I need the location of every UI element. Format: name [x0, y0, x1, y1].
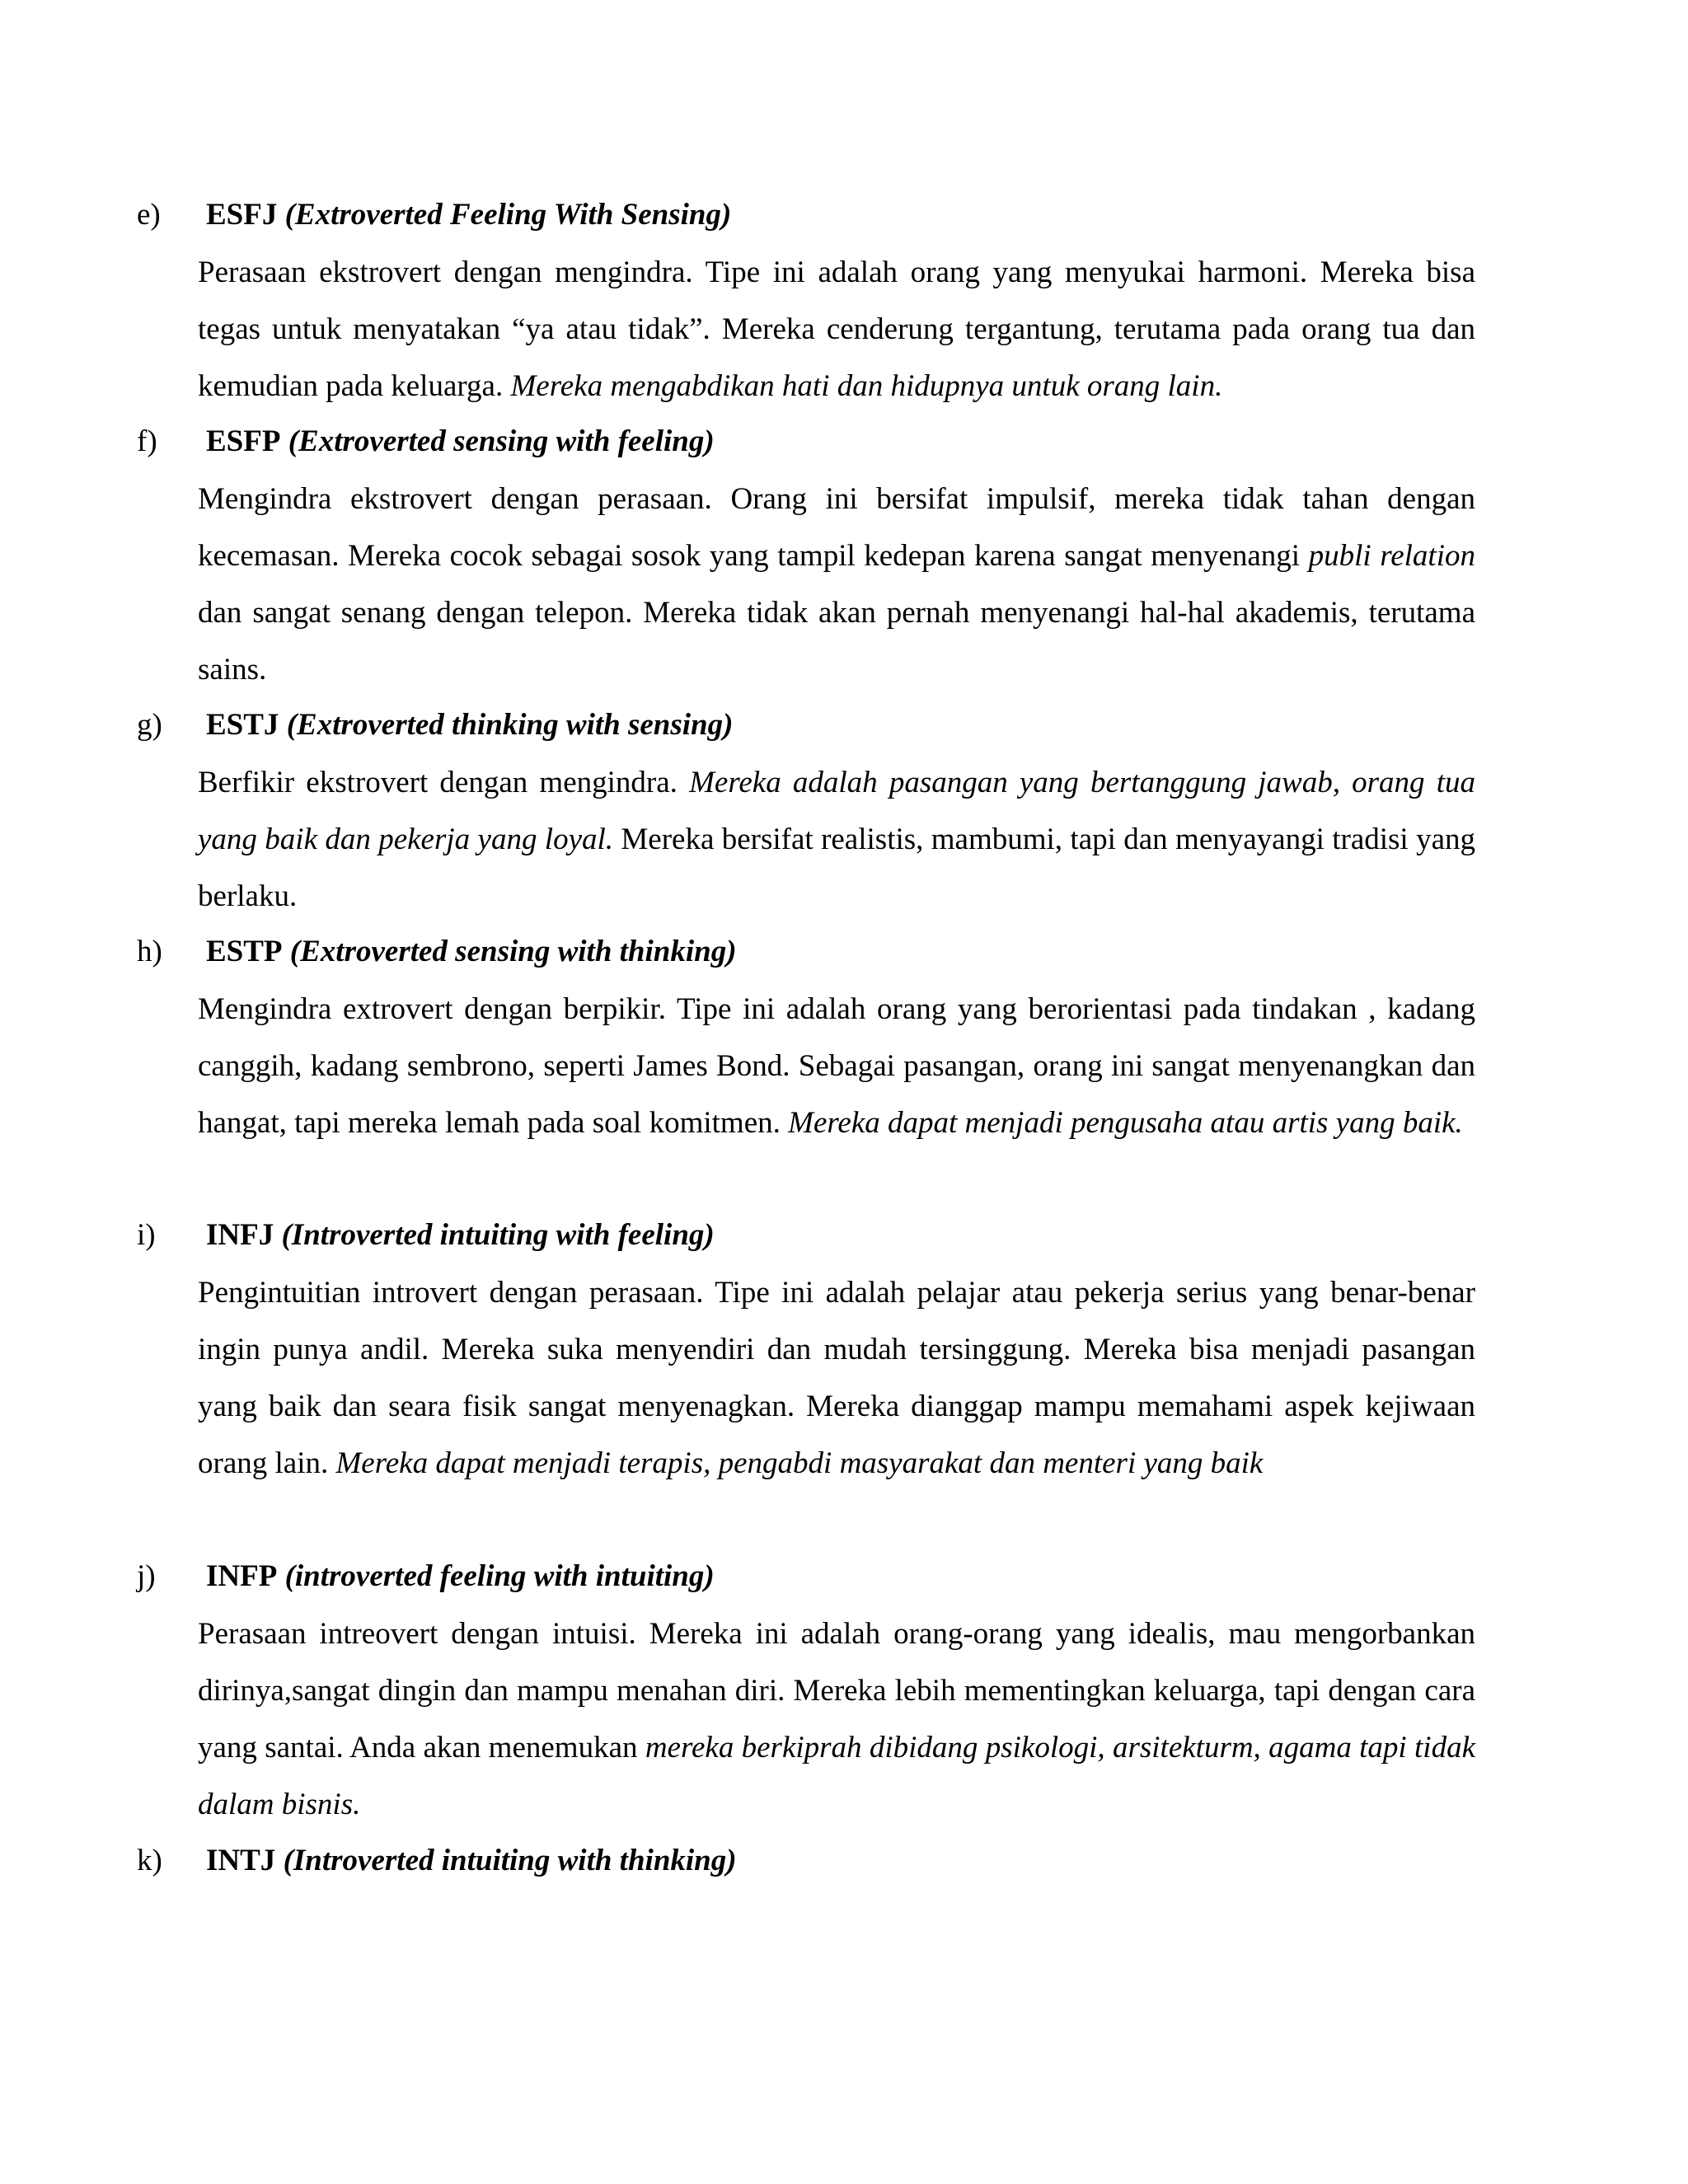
- type-name: (Extroverted thinking with sensing): [286, 708, 734, 742]
- type-code: ESFJ: [206, 198, 278, 232]
- item-heading: [206, 1556, 715, 1597]
- list-marker: f): [137, 424, 157, 458]
- item-heading: [206, 931, 737, 972]
- text-segment-italic: Mereka dapat menjadi terapis, pengabdi masyarakat dan menteri yang baik: [335, 1446, 1264, 1480]
- type-code: ESTP: [206, 935, 283, 968]
- item-heading: [206, 705, 733, 746]
- list-marker: j): [137, 1559, 156, 1593]
- type-name: (Extroverted sensing with thinking): [289, 935, 737, 968]
- item-heading: [206, 1215, 715, 1256]
- text-segment-italic: Mereka dapat menjadi pengusaha atau artis yang baik.: [788, 1106, 1463, 1140]
- type-name: (Extroverted sensing with feeling): [288, 424, 715, 458]
- type-name: (Introverted intuiting with thinking): [283, 1844, 737, 1877]
- text-segment: dan sangat senang dengan telepon. Mereka tidak akan pernah menyenangi hal-hal akademis, terutama sains.: [198, 596, 1475, 687]
- text-segment-italic: Mereka adalah pasangan yang bertanggung jawab, orang tua yang baik dan pekerja yang loyal.: [198, 766, 1475, 856]
- text-segment: Berfikir ekstrovert dengan mengindra.: [198, 766, 690, 799]
- list-marker: e): [137, 198, 161, 232]
- text-segment: Mereka bersifat realistis, mambumi, tapi dan menyayangi tradisi yang berlaku.: [198, 823, 1475, 913]
- text-segment: Mengindra ekstrovert dengan perasaan. Orang ini bersifat impulsif, mereka tidak tahan dengan kecemasan. Mereka cocok sebagai sosok yang tampil kedepan karena sangat menyenangi: [198, 482, 1475, 573]
- list-marker: h): [137, 935, 162, 968]
- type-name: (introverted feeling with intuiting): [284, 1559, 715, 1593]
- item-heading: [206, 1840, 737, 1882]
- type-code: INFJ: [206, 1218, 274, 1252]
- type-code: INTJ: [206, 1844, 276, 1877]
- item-heading: [206, 194, 731, 236]
- item-description: [198, 471, 1475, 698]
- type-code: ESFP: [206, 424, 281, 458]
- item-description: [198, 1605, 1475, 1833]
- text-segment: Perasaan ekstrovert dengan mengindra. Tipe ini adalah orang yang menyukai harmoni. Mereka bisa tegas untuk menyatakan “ya atau tidak”. Mereka cenderung tergantung, terutama pada orang tua dan kemudian pada keluarga.: [198, 255, 1475, 403]
- type-name: (Extroverted Feeling With Sensing): [284, 198, 732, 232]
- type-code: INFP: [206, 1559, 278, 1593]
- text-segment-italic: Mereka mengabdikan hati dan hidupnya untuk orang lain.: [510, 369, 1223, 403]
- text-segment: Pengintuitian introvert dengan perasaan. Tipe ini adalah pelajar atau pekerja serius yang benar-benar ingin punya andil. Mereka suka menyendiri dan mudah tersinggung. Mereka bisa menjadi pasangan yang baik dan seara fisik sangat menyenagkan. Mereka dianggap mampu memahami aspek kejiwaan orang lain.: [198, 1276, 1475, 1480]
- item-description: [198, 1264, 1475, 1492]
- item-description: [198, 244, 1475, 415]
- type-name: (Introverted intuiting with feeling): [281, 1218, 715, 1252]
- item-description: [198, 754, 1475, 925]
- text-segment-italic: mereka berkiprah dibidang psikologi, arsitekturm, agama tapi tidak dalam bisnis.: [198, 1731, 1476, 1821]
- text-segment-italic: publi relation: [1308, 539, 1475, 573]
- item-description: [198, 981, 1475, 1151]
- text-segment: Perasaan intreovert dengan intuisi. Mereka ini adalah orang-orang yang idealis, mau mengorbankan dirinya,sangat dingin dan mampu menahan diri. Mereka lebih mementingkan keluarga, tapi dengan cara yang santai. Anda akan menemukan: [198, 1617, 1475, 1765]
- list-marker: i): [137, 1218, 156, 1252]
- item-heading: [206, 421, 715, 462]
- list-marker: k): [137, 1844, 162, 1877]
- type-code: ESTJ: [206, 708, 279, 742]
- list-marker: g): [137, 708, 162, 742]
- text-segment: Mengindra extrovert dengan berpikir. Tipe ini adalah orang yang berorientasi pada tindakan , kadang canggih, kadang sembrono, seperti James Bond. Sebagai pasangan, orang ini sangat menyenangkan dan hangat, tapi mereka lemah pada soal komitmen.: [198, 992, 1475, 1140]
